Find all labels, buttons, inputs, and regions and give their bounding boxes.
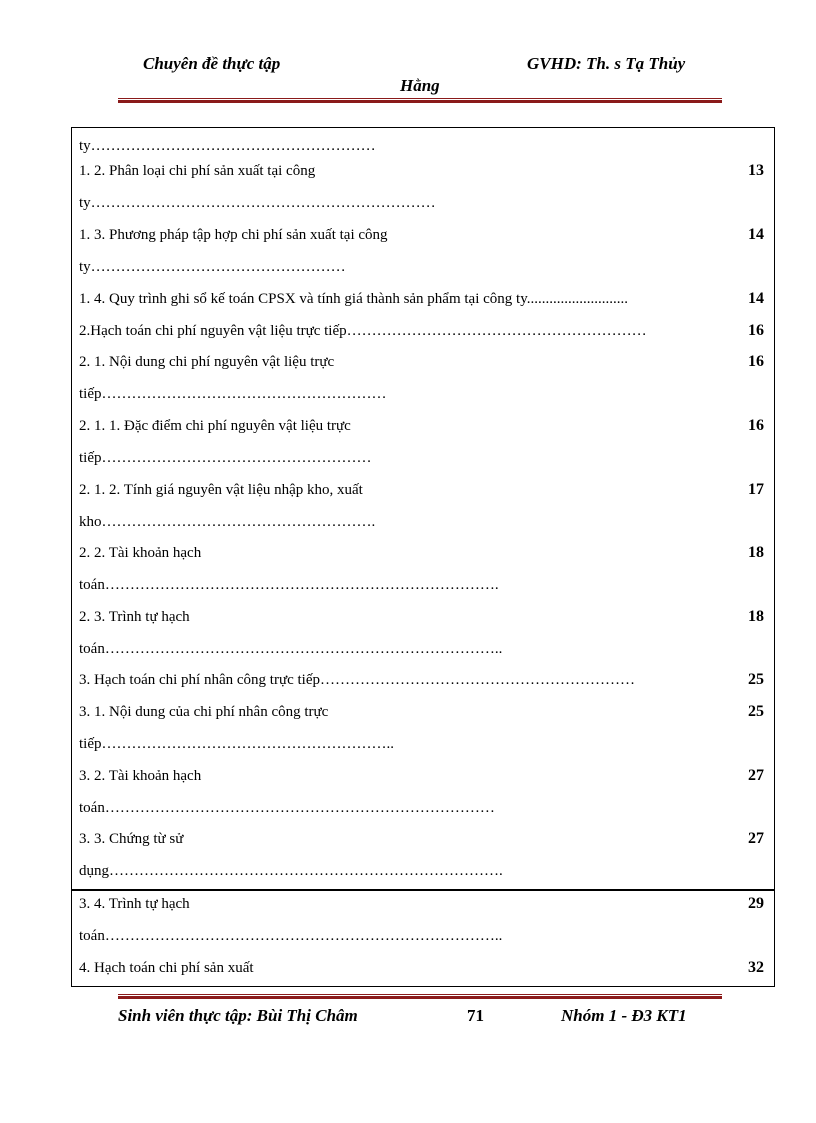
header-advisor-continued: Hằng [400,76,440,95]
toc-line: ty…………………………………………………………… [79,195,436,211]
toc-page-number: 16 [748,322,764,339]
toc-page-number: 18 [748,608,764,625]
footer-student: Sinh viên thực tập: Bùi Thị Châm [118,1006,358,1025]
toc-divider [72,889,774,891]
toc-line: 4. Hạch toán chi phí sản xuất [79,960,254,976]
toc-page-number: 32 [748,959,764,976]
toc-line: 3. Hạch toán chi phí nhân công trực tiếp……………………………………………………… [79,672,635,688]
toc-line: 2. 1. 2. Tính giá nguyên vật liệu nhập kho, xuất [79,482,363,498]
toc-line: 2. 1. Nội dung chi phí nguyên vật liệu trực [79,354,335,370]
toc-page-number: 14 [748,226,764,243]
header-rule [118,98,722,103]
toc-line: 2. 3. Trình tự hạch [79,609,190,625]
toc-page-number: 27 [748,767,764,784]
header-advisor: GVHD: Th. s Tạ Thủy [527,54,686,73]
toc-line: ty………………………………………………… [79,138,376,154]
toc-line: tiếp………………………………………………….. [79,736,394,752]
footer-page-number: 71 [467,1006,484,1025]
toc-page-number: 25 [748,671,764,688]
toc-page-number: 13 [748,162,764,179]
toc-page-number: 17 [748,481,764,498]
toc-line: toán…………………………………………………………………….. [79,641,503,657]
toc-line: toán…………………………………………………………………… [79,800,495,816]
toc-page-number: 16 [748,417,764,434]
toc-line: 2. 1. 1. Đặc điểm chi phí nguyên vật liệu trực [79,418,351,434]
header-topic: Chuyên đề thực tập [143,54,281,73]
footer-rule [118,994,722,999]
toc-line: 1. 4. Quy trình ghi sổ kế toán CPSX và tính giá thành sản phẩm tại công ty........................... [79,291,628,307]
toc-page-number: 14 [748,290,764,307]
toc-page-number: 25 [748,703,764,720]
toc-line: toán……………………………………………………………………. [79,577,499,593]
toc-line: 1. 2. Phân loại chi phí sản xuất tại công [79,163,316,179]
toc-line: 2. 2. Tài khoản hạch [79,545,202,561]
toc-page-number: 29 [748,895,764,912]
toc-line: toán…………………………………………………………………….. [79,928,503,944]
table-of-contents [71,127,775,987]
toc-line: dụng……………………………………………………………………. [79,863,503,879]
toc-page-number: 18 [748,544,764,561]
toc-page-number: 27 [748,830,764,847]
toc-page-number: 16 [748,353,764,370]
footer-group: Nhóm 1 - Đ3 KT1 [561,1006,687,1025]
toc-line: 3. 2. Tài khoản hạch [79,768,202,784]
toc-line: ty…………………………………………… [79,259,346,275]
toc-line: 3. 3. Chứng từ sử [79,831,184,847]
toc-line: 3. 1. Nội dung của chi phí nhân công trực [79,704,329,720]
toc-line: 2.Hạch toán chi phí nguyên vật liệu trực tiếp…………………………………………………… [79,323,647,339]
toc-line: tiếp……………………………………………… [79,450,372,466]
toc-line: tiếp………………………………………………… [79,386,387,402]
toc-line: 1. 3. Phương pháp tập hợp chi phí sản xuất tại công [79,227,388,243]
toc-line: 3. 4. Trình tự hạch [79,896,190,912]
toc-line: kho………………………………………………. [79,514,376,530]
